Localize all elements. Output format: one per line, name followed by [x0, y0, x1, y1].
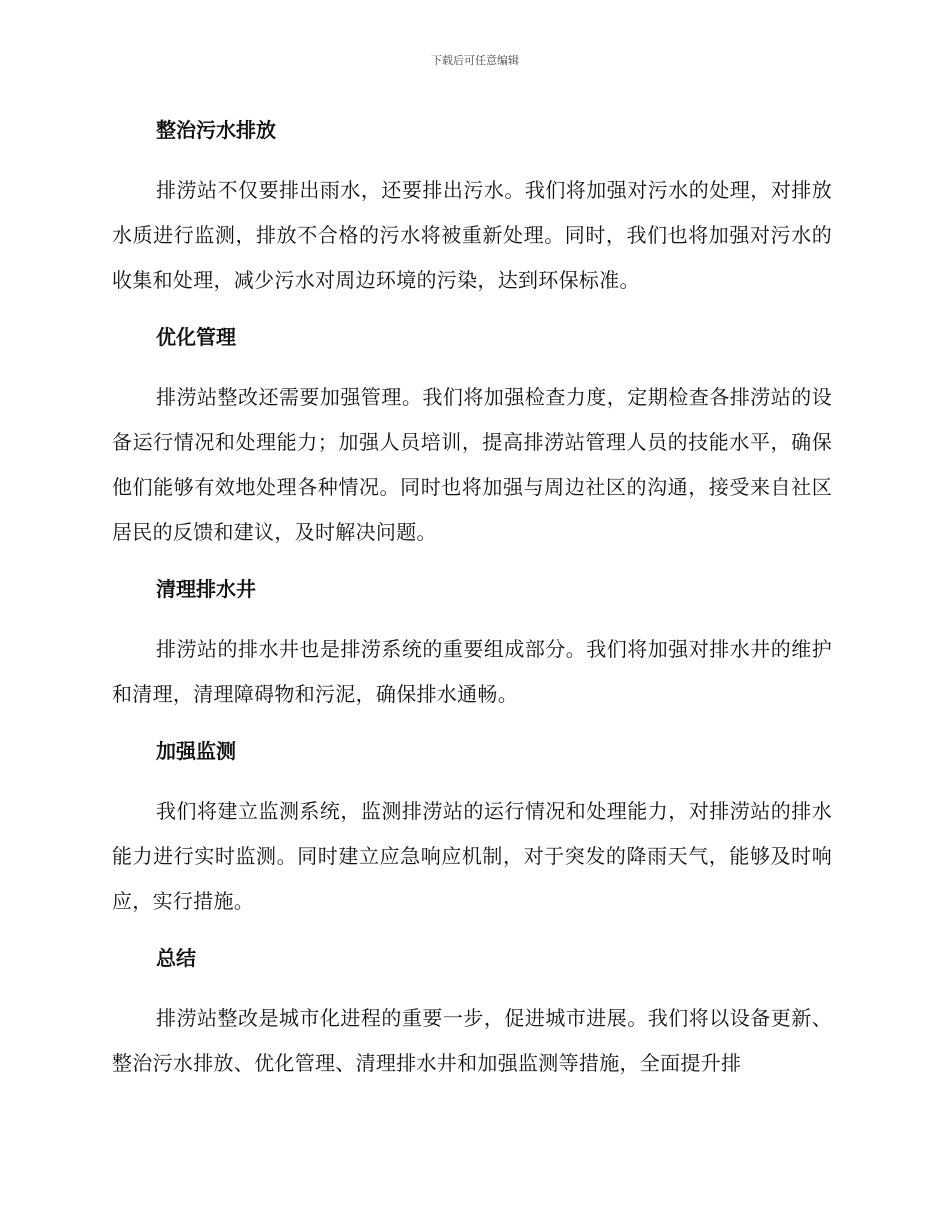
- section-heading: 加强监测: [156, 739, 236, 763]
- section-sewage-discharge: [112, 108, 832, 303]
- section-summary: [112, 936, 832, 1086]
- section-heading: 总结: [156, 946, 196, 970]
- section-paragraph: 排涝站不仅要排出雨水，还要排出污水。我们将加强对污水的处理，对排放水质进行监测，排放不合格的污水将被重新处理。同时，我们也将加强对污水的收集和处理，减少污水对周边环境的污染，达到环保标准。: [112, 178, 832, 292]
- section-heading: 优化管理: [156, 325, 236, 349]
- page-header: 下载后可任意编辑: [431, 54, 519, 67]
- section-clean-drainage-wells: [112, 567, 832, 717]
- document-body: [112, 108, 832, 1098]
- section-paragraph: 我们将建立监测系统，监测排涝站的运行情况和处理能力，对排涝站的排水能力进行实时监测。同时建立应急响应机制，对于突发的降雨天气，能够及时响应，实行措施。: [112, 799, 832, 913]
- section-optimize-management: [112, 315, 832, 555]
- section-paragraph: 排涝站的排水井也是排涝系统的重要组成部分。我们将加强对排水井的维护和清理，清理障碍物和污泥，确保排水通畅。: [112, 637, 832, 706]
- section-paragraph: 排涝站整改是城市化进程的重要一步，促进城市进展。我们将以设备更新、整治污水排放、优化管理、清理排水井和加强监测等措施，全面提升排: [112, 1006, 832, 1075]
- section-heading: 整治污水排放: [156, 118, 276, 142]
- section-strengthen-monitoring: [112, 729, 832, 924]
- section-paragraph: 排涝站整改还需要加强管理。我们将加强检查力度，定期检查各排涝站的设备运行情况和处理能力；加强人员培训，提高排涝站管理人员的技能水平，确保他们能够有效地处理各种情况。同时也将加强与周边社区的沟通，接受来自社区居民的反馈和建议，及时解决问题。: [112, 385, 832, 544]
- section-heading: 清理排水井: [156, 577, 256, 601]
